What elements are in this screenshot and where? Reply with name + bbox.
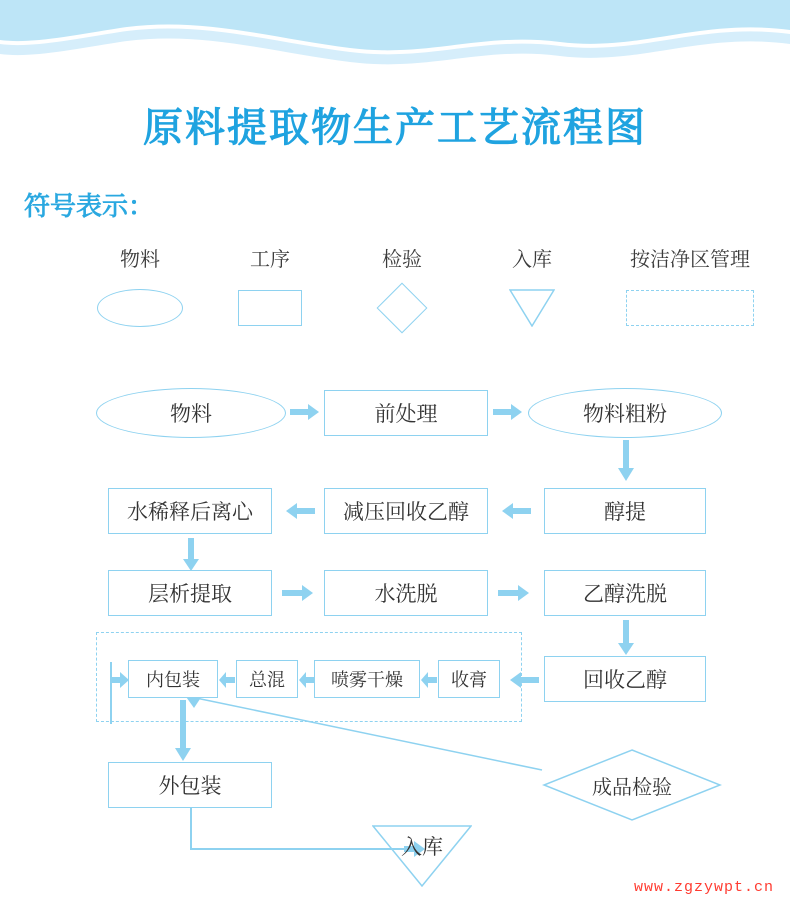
node-coarse-powder[interactable]: 物料粗粉 [528,388,722,438]
legend-item-warehouse [472,243,592,330]
node-alcohol-extraction[interactable]: 醇提 [544,488,706,534]
arrow-ethanol-elution-to-ethanol-recovery [617,620,635,661]
arrow-material-to-pretreatment [290,403,320,426]
legend-item-inspection [342,243,462,330]
page-title: 原料提取物生产工艺流程图 [143,106,647,150]
dashed-rectangle-icon [590,286,790,330]
watermark: www.zgzywpt.cn [633,879,774,896]
node-water-elution[interactable]: 水洗脱 [324,570,488,616]
legend-item-cleanroom [590,243,790,330]
rectangle-icon [210,286,330,330]
node-outer-packaging[interactable]: 外包装 [108,762,272,808]
arrow-vacuum-recovery-to-water-dilution [282,502,316,525]
node-finished-product-inspection-label: 成品检验 [592,776,672,799]
node-chromatography-extraction[interactable]: 层析提取 [108,570,272,616]
node-ethanol-elution[interactable]: 乙醇洗脱 [544,570,706,616]
node-ethanol-recovery[interactable]: 回收乙醇 [544,656,706,702]
node-water-dilution-centrifuge[interactable]: 水稀释后离心 [108,488,272,534]
connector-outer-packaging-down [190,808,192,850]
node-warehouse[interactable] [372,825,472,887]
node-inner-packaging[interactable]: 内包装 [128,660,218,698]
node-warehouse-label: 入库 [401,836,443,859]
legend-item-process [210,243,330,330]
legend-heading: 符号表示： [24,191,155,221]
arrow-pretreatment-to-coarse-powder [493,403,523,426]
ellipse-icon [80,286,200,330]
legend-item-material [80,243,200,330]
node-total-mixing[interactable]: 总混 [236,660,298,698]
arrow-alcohol-extraction-to-vacuum-recovery [498,502,532,525]
legend-label-material: 物料 [120,249,160,271]
arrow-water-elution-to-ethanol-elution [498,584,532,607]
node-finished-product-inspection[interactable] [542,748,722,822]
node-vacuum-ethanol-recovery[interactable]: 减压回收乙醇 [324,488,488,534]
node-extract-collection[interactable]: 收膏 [438,660,500,698]
legend-label-process: 工序 [250,249,290,271]
node-material[interactable]: 物料 [96,388,286,438]
arrow-into-inner-packaging [110,672,130,693]
legend-label-warehouse: 入库 [512,249,552,271]
diamond-icon [342,286,462,330]
arrow-chromatography-to-water-elution [282,584,316,607]
arrow-coarse-powder-to-alcohol-extraction [617,440,635,487]
legend-label-inspection: 检验 [382,249,422,271]
node-spray-drying[interactable]: 喷雾干燥 [314,660,420,698]
legend-label-cleanroom: 按洁净区管理 [630,249,750,271]
process-flow-diagram [0,370,790,890]
triangle-icon [472,286,592,330]
decorative-wave-banner [0,0,790,70]
legend-row [60,243,770,338]
node-pretreatment[interactable]: 前处理 [324,390,488,436]
